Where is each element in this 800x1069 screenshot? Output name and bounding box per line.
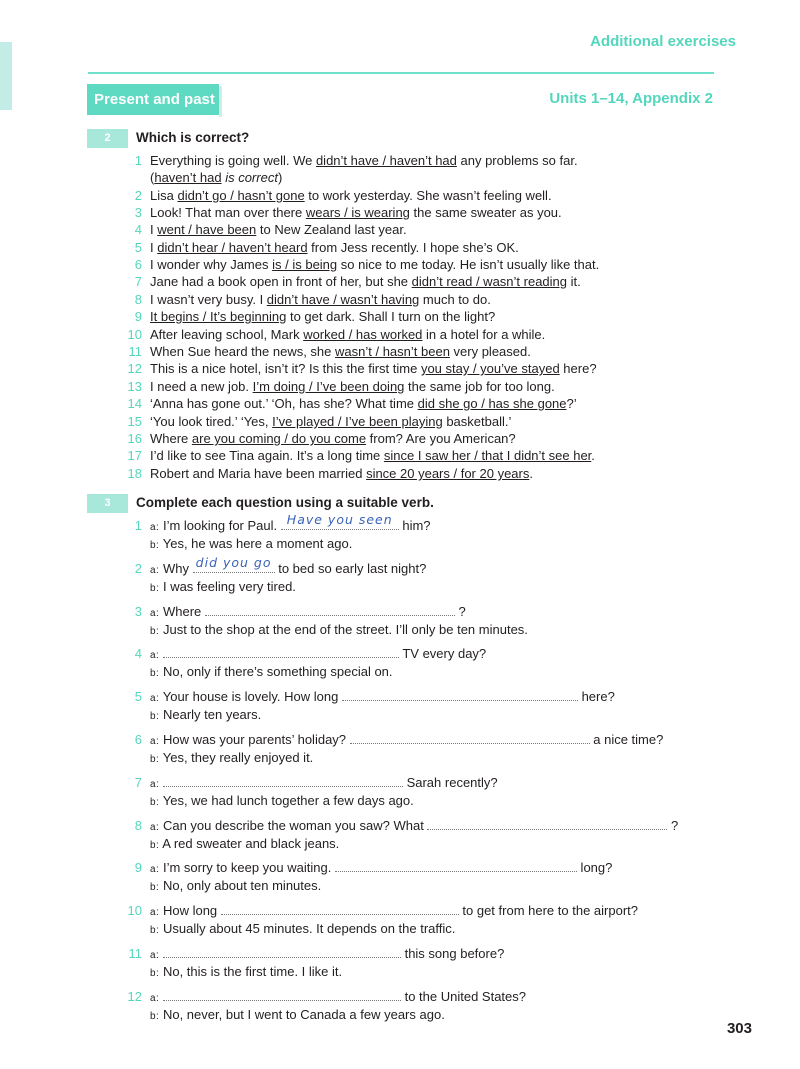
answer-blank[interactable] (335, 859, 577, 872)
response-line (150, 920, 455, 939)
question-text-before: I’m looking for Paul. (162, 518, 281, 533)
response-line (150, 835, 339, 854)
question-line (150, 645, 486, 664)
speaker-a-label: a: (150, 693, 160, 704)
item-text-after: the same sweater as you. (409, 205, 562, 220)
answer-blank[interactable] (205, 603, 455, 616)
item-text-after: much to do. (419, 292, 491, 307)
speaker-b-label: b: (150, 754, 160, 765)
item-text-after: from? Are you American? (366, 431, 516, 446)
item-text-after: basketball.’ (442, 414, 512, 429)
speaker-b-label: b: (150, 797, 160, 808)
exercise-item (150, 256, 599, 273)
item-number: 12 (127, 989, 142, 1004)
response-text: No, this is the first time. I like it. (162, 964, 343, 979)
item-text-after: from Jess recently. I hope she’s OK. (307, 240, 519, 255)
response-text: No, never, but I went to Canada a few years ago. (162, 1007, 445, 1022)
response-line (150, 792, 414, 811)
item-number: 1 (134, 153, 142, 168)
exercise-item (150, 204, 562, 221)
response-line (150, 621, 528, 640)
speaker-a-label: a: (150, 522, 160, 533)
speaker-b-label: b: (150, 1011, 160, 1022)
response-text: Nearly ten years. (162, 707, 262, 722)
header-rule (88, 72, 714, 74)
item-text-before: Look! That man over there (150, 205, 306, 220)
units-reference: Units 1–14, Appendix 2 (549, 90, 713, 107)
item-number: 8 (134, 292, 142, 307)
response-text: Yes, he was here a moment ago. (162, 536, 353, 551)
exercise-item (150, 326, 545, 343)
item-number: 10 (127, 903, 142, 918)
response-line (150, 535, 352, 554)
question-text-after: ? (454, 604, 466, 619)
speaker-b-label: b: (150, 925, 160, 936)
exercise-item (150, 447, 595, 464)
item-text-after: very pleased. (449, 344, 531, 359)
answer-choices[interactable]: since 20 years / for 20 years (366, 466, 530, 481)
exercise-item (150, 273, 581, 290)
response-text: No, only about ten minutes. (162, 878, 322, 893)
item-number: 7 (134, 775, 142, 790)
answer-choices[interactable]: I’m doing / I’ve been doing (252, 379, 405, 394)
exercise-item (150, 360, 597, 377)
exercise-item (150, 395, 577, 412)
item-number: 15 (127, 414, 142, 429)
correct-answer: haven’t had (154, 170, 222, 185)
answer-choices[interactable]: since I saw her / that I didn’t see her (383, 448, 592, 463)
item-number: 11 (128, 946, 142, 961)
answer-blank[interactable] (281, 512, 399, 530)
item-number: 4 (134, 222, 142, 237)
item-number: 3 (134, 205, 142, 220)
speaker-a-label: a: (150, 864, 160, 875)
item-text-before: I (150, 222, 158, 237)
answer-blank[interactable] (163, 774, 403, 787)
speaker-a-label: a: (150, 950, 160, 961)
question-text-before: How was your parents’ holiday? (162, 732, 350, 747)
answer-choices[interactable]: wasn’t / hasn’t been (335, 344, 450, 359)
exercise-item (150, 308, 495, 325)
question-line (150, 731, 663, 750)
question-line (150, 774, 498, 793)
question-text-after: to the United States? (400, 989, 526, 1004)
item-number: 16 (127, 431, 142, 446)
section-banner: Present and past (87, 84, 219, 115)
speaker-a-label: a: (150, 779, 160, 790)
question-text-before: I’m sorry to keep you waiting. (162, 860, 335, 875)
item-text-before: I’d like to see Tina again. It’s a long time (150, 448, 384, 463)
speaker-a-label: a: (150, 907, 160, 918)
item-number: 8 (134, 818, 142, 833)
exercise-item (150, 152, 578, 169)
response-text: Yes, they really enjoyed it. (162, 750, 314, 765)
exercise-item (150, 378, 555, 395)
item-text-before: I (150, 240, 158, 255)
question-line (150, 988, 526, 1007)
speaker-a-label: a: (150, 650, 160, 661)
question-line (150, 555, 427, 579)
item-number: 1 (134, 518, 142, 533)
item-number: 5 (134, 689, 142, 704)
item-text-after: here? (559, 361, 597, 376)
item-number: 10 (127, 327, 142, 342)
question-line (150, 817, 678, 836)
answer-choices[interactable]: didn’t read / wasn’t reading (411, 274, 568, 289)
item-number: 11 (128, 344, 142, 359)
item-text-before: ‘You look tired.’ ‘Yes, (150, 414, 273, 429)
item-text-after: the same job for too long. (404, 379, 555, 394)
response-line (150, 963, 342, 982)
answer-choices[interactable]: didn’t have / wasn’t having (266, 292, 420, 307)
item-text-after: to work yesterday. She wasn’t feeling well. (304, 188, 552, 203)
item-text-after: . (529, 466, 533, 481)
question-line (150, 902, 638, 921)
question-line (150, 688, 615, 707)
question-text-after: ? (667, 818, 679, 833)
item-text-after: to New Zealand last year. (256, 222, 407, 237)
side-tab-marker (0, 42, 12, 110)
exercise-3-title: Complete each question using a suitable verb. (136, 495, 434, 510)
item-number: 13 (127, 379, 142, 394)
answer-choices[interactable]: didn’t have / haven’t had (315, 153, 457, 168)
answer-blank[interactable] (193, 555, 275, 573)
speaker-a-label: a: (150, 822, 160, 833)
speaker-b-label: b: (150, 583, 160, 594)
item-text-before: Where (150, 431, 192, 446)
answer-blank[interactable] (427, 817, 667, 830)
item-text-after: to get dark. Shall I turn on the light? (286, 309, 496, 324)
answer-blank[interactable] (163, 945, 401, 958)
item-text-before: Everything is going well. We (150, 153, 316, 168)
answer-blank[interactable] (163, 988, 401, 1001)
speaker-a-label: a: (150, 608, 160, 619)
speaker-b-label: b: (150, 626, 160, 637)
response-text: Just to the shop at the end of the street. I’ll only be ten minutes. (162, 622, 528, 637)
speaker-a-label: a: (150, 565, 160, 576)
item-text-before: Robert and Maria have been married (150, 466, 367, 481)
exercise-item (150, 221, 407, 238)
item-text-after: any problems so far. (456, 153, 578, 168)
response-line (150, 749, 313, 768)
exercise-item (150, 239, 519, 256)
item-number: 9 (134, 860, 142, 875)
question-text-after: to bed so early last night? (274, 561, 427, 576)
item-text-before: This is a nice hotel, isn’t it? Is this the first time (150, 361, 421, 376)
answer-choices[interactable]: worked / has worked (303, 327, 423, 342)
item-text-after: in a hotel for a while. (422, 327, 546, 342)
exercise-item (150, 430, 516, 447)
question-text-after: TV every day? (398, 646, 487, 661)
exercise-item (150, 343, 531, 360)
response-text: A red sweater and black jeans. (162, 836, 340, 851)
answer-choices[interactable]: are you coming / do you come (191, 431, 367, 446)
correct-answer-suffix: is correct (225, 170, 278, 185)
answer-blank[interactable] (342, 688, 578, 701)
response-text: No, only if there’s something special on. (162, 664, 393, 679)
response-text: I was feeling very tired. (162, 579, 296, 594)
item-number: 18 (127, 466, 142, 481)
item-number: 9 (134, 309, 142, 324)
item-text-after: so nice to me today. He isn’t usually like that. (337, 257, 600, 272)
question-text-before: Where (162, 604, 205, 619)
answer-blank[interactable] (163, 645, 399, 658)
handwritten-answer: Have you seen (286, 512, 393, 527)
speaker-a-label: a: (150, 736, 160, 747)
exercise-item (150, 187, 552, 204)
answer-choices[interactable]: didn’t go / hasn’t gone (177, 188, 305, 203)
item-number: 6 (134, 257, 142, 272)
question-text-after: a nice time? (589, 732, 664, 747)
banner-shadow (219, 86, 222, 117)
answer-blank[interactable] (350, 731, 590, 744)
item-number: 6 (134, 732, 142, 747)
question-line (150, 945, 504, 964)
question-line (150, 512, 431, 536)
response-line (150, 1006, 445, 1025)
response-line (150, 578, 296, 597)
exercise-item (150, 291, 491, 308)
item-text-after: ?’ (566, 396, 577, 411)
speaker-a-label: a: (150, 993, 160, 1004)
item-number: 7 (134, 274, 142, 289)
speaker-b-label: b: (150, 711, 160, 722)
item-text-before: I wonder why James (150, 257, 273, 272)
question-line (150, 603, 466, 622)
item-text-after: . (591, 448, 595, 463)
answer-blank[interactable] (221, 902, 459, 915)
item-number: 14 (127, 396, 142, 411)
item-text-before: Lisa (150, 188, 178, 203)
answer-choices[interactable]: you stay / you’ve stayed (420, 361, 560, 376)
answer-choices[interactable]: didn’t hear / haven’t heard (157, 240, 308, 255)
response-line (150, 706, 261, 725)
item-number: 5 (134, 240, 142, 255)
exercise-3-number: 3 (87, 494, 128, 513)
response-line (150, 663, 393, 682)
response-text: Yes, we had lunch together a few days ago. (162, 793, 414, 808)
item-text-before: When Sue heard the news, she (150, 344, 336, 359)
question-text-after: Sarah recently? (402, 775, 498, 790)
item-number: 4 (134, 646, 142, 661)
question-text-after: this song before? (400, 946, 505, 961)
handwritten-answer: did you go (195, 555, 272, 570)
answer-choices[interactable]: It begins / It’s beginning (150, 309, 287, 324)
question-text-before: Can you describe the woman you saw? What (162, 818, 428, 833)
item-number: 17 (127, 448, 142, 463)
item-text-before: After leaving school, Mark (150, 327, 304, 342)
item-text-before: Jane had a book open in front of her, but she (150, 274, 412, 289)
question-text-before: How long (162, 903, 221, 918)
question-text-after: long? (576, 860, 613, 875)
speaker-b-label: b: (150, 840, 160, 851)
answer-choices[interactable]: went / have been (157, 222, 257, 237)
exercise-2-number: 2 (87, 129, 128, 148)
item-text-before: I wasn’t very busy. I (150, 292, 267, 307)
item-number: 3 (134, 604, 142, 619)
item-text-before: I need a new job. (150, 379, 253, 394)
question-text-before: Why (162, 561, 193, 576)
speaker-b-label: b: (150, 882, 160, 893)
answer-choices[interactable]: wears / is wearing (305, 205, 410, 220)
answer-choices[interactable]: is / is being (272, 257, 338, 272)
answer-choices[interactable]: did she go / has she gone (417, 396, 567, 411)
correct-answer-note: (haven’t had is correct) (150, 170, 283, 185)
question-line (150, 859, 612, 878)
response-text: Usually about 45 minutes. It depends on the traffic. (162, 921, 456, 936)
item-text-before: ‘Anna has gone out.’ ‘Oh, has she? What time (150, 396, 418, 411)
exercise-2-title: Which is correct? (136, 130, 250, 145)
item-number: 2 (134, 561, 142, 576)
question-text-after: to get from here to the airport? (458, 903, 638, 918)
question-text-after: him? (398, 518, 431, 533)
speaker-b-label: b: (150, 968, 160, 979)
section-label: Additional exercises (590, 33, 736, 50)
question-text-before: Your house is lovely. How long (162, 689, 342, 704)
item-number: 12 (127, 361, 142, 376)
item-text-after: it. (567, 274, 581, 289)
answer-choices[interactable]: I’ve played / I’ve been playing (272, 414, 443, 429)
speaker-b-label: b: (150, 668, 160, 679)
response-line (150, 877, 321, 896)
exercise-item (150, 413, 511, 430)
exercise-item (150, 465, 533, 482)
speaker-b-label: b: (150, 540, 160, 551)
item-number: 2 (134, 188, 142, 203)
page-number: 303 (726, 1020, 752, 1037)
question-text-after: here? (577, 689, 615, 704)
